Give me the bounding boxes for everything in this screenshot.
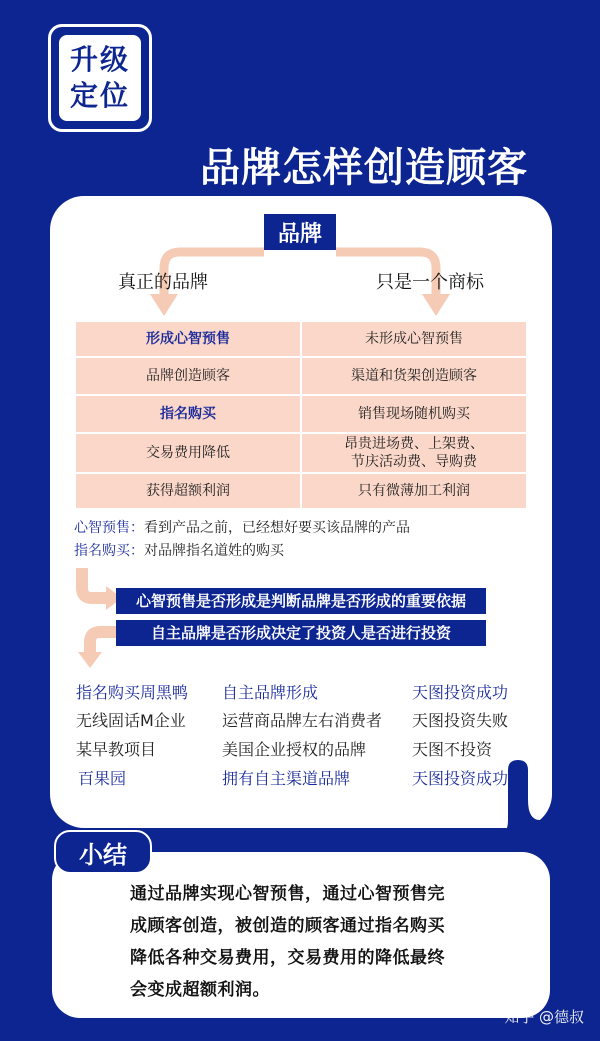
table-cell: 获得超额利润 — [75, 473, 301, 509]
badge-line-1: 升级 — [69, 43, 130, 76]
badge-inner — [59, 35, 141, 121]
definition-text: 看到产品之前，已经想好要买该品牌的产品 — [144, 520, 410, 536]
definition-text: 对品牌指名道姓的购买 — [144, 543, 284, 559]
definition-key: 指名购买： — [74, 543, 144, 559]
comparison-table — [74, 320, 528, 510]
trademark-label: 只是一个商标 — [376, 272, 484, 293]
table-cell: 只有微薄加工利润 — [301, 473, 527, 509]
table-cell: 未形成心智预售 — [301, 321, 527, 357]
definition-name-purchase — [74, 540, 284, 560]
case-result: 天图投资成功 — [412, 769, 509, 788]
case-status: 美国企业授权的品牌 — [222, 740, 367, 759]
case-result: 天图投资成功 — [412, 683, 509, 702]
summary-text — [130, 878, 490, 1006]
case-company: 指名购买周黑鸭 — [76, 683, 189, 702]
summary-line: 会变成超额利润。 — [130, 980, 270, 1000]
table-cell: 指名购买 — [75, 395, 301, 433]
table-cell-line: 节庆活动费、导购费 — [351, 454, 477, 470]
definition-key: 心智预售： — [74, 520, 144, 536]
banner-mind-presale: 心智预售是否形成是判断品牌是否形成的重要依据 — [116, 588, 486, 614]
page-title: 品牌怎样创造顾客 — [200, 145, 528, 191]
watermark: 知乎 @德叔 — [504, 1008, 584, 1026]
table-row — [75, 473, 527, 509]
case-company: 某早教项目 — [76, 740, 157, 759]
case-status: 自主品牌形成 — [222, 683, 319, 702]
definition-mind-presale — [74, 517, 410, 537]
drip-decoration — [486, 740, 600, 860]
case-result: 天图投资失败 — [412, 711, 509, 730]
case-status: 拥有自主渠道品牌 — [222, 769, 351, 788]
brand-tab: 品牌 — [264, 214, 336, 250]
summary-line: 成顾客创造，被创造的顾客通过指名购买 — [130, 916, 445, 936]
summary-tab: 小结 — [54, 830, 152, 874]
banner-independent-brand: 自主品牌是否形成决定了投资人是否进行投资 — [116, 620, 486, 646]
badge-line-2: 定位 — [69, 79, 130, 112]
table-cell: 交易费用降低 — [75, 433, 301, 473]
case-company: 百果园 — [78, 769, 127, 788]
summary-line: 通过品牌实现心智预售，通过心智预售完 — [130, 884, 445, 904]
table-row — [75, 395, 527, 433]
table-cell-line: 昂贵进场费、上架费、 — [344, 436, 484, 452]
case-status: 运营商品牌左右消费者 — [222, 711, 383, 730]
case-company: 无线固话M企业 — [76, 711, 186, 730]
table-row — [75, 433, 527, 473]
table-cell — [301, 433, 527, 473]
table-row — [75, 357, 527, 395]
table-cell: 品牌创造顾客 — [75, 357, 301, 395]
table-row — [75, 321, 527, 357]
case-result: 天图不投资 — [412, 740, 493, 759]
upgrade-positioning-badge — [48, 24, 152, 132]
real-brand-label: 真正的品牌 — [118, 272, 208, 293]
table-cell: 渠道和货架创造顾客 — [301, 357, 527, 395]
summary-line: 降低各种交易费用，交易费用的降低最终 — [130, 948, 445, 968]
table-cell: 形成心智预售 — [75, 321, 301, 357]
table-cell: 销售现场随机购买 — [301, 395, 527, 433]
